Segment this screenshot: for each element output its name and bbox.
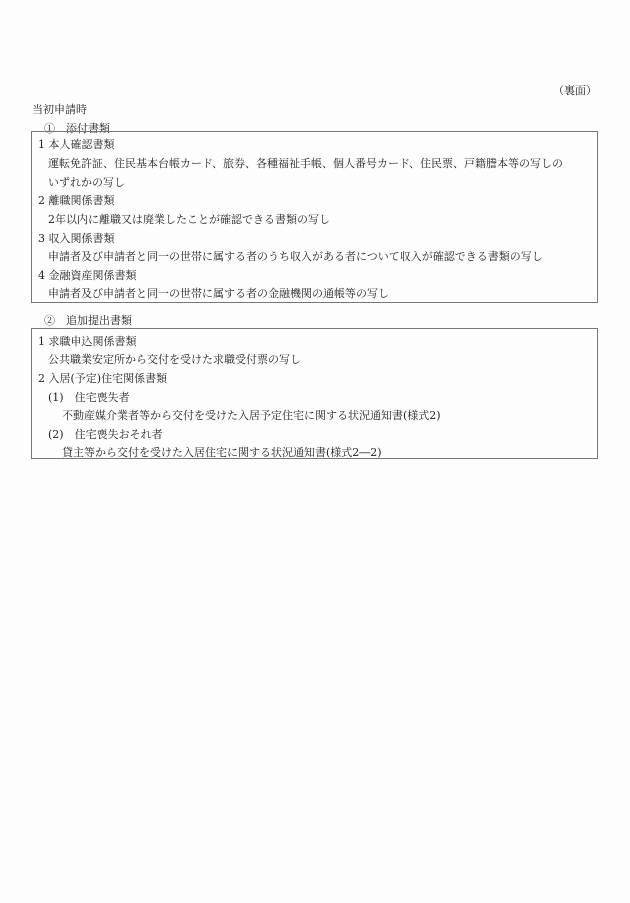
sub2-title: (2) 住宅喪失おそれ者 (48, 428, 163, 441)
add-item1-line1: 公共職業安定所から交付を受けた求職受付票の写し (48, 353, 301, 366)
item1-title: 1 本人確認書類 (38, 138, 115, 151)
item1-line1: 運転免許証、住民基本台帳カード、旅券、各種福祉手帳、個人番号カード、住民票、戸籍謄本等の写しの (48, 157, 564, 170)
item2-line1: 2年以内に離職又は廃業したことが確認できる書類の写し (48, 213, 330, 226)
attached-documents-box (31, 131, 598, 303)
item4-title: 4 金融資産関係書類 (38, 269, 137, 282)
page-side-label: （裏面） (553, 84, 597, 97)
additional-documents-box (31, 328, 598, 459)
section2-title: ② 追加提出書類 (44, 314, 132, 327)
item2-title: 2 離職関係書類 (38, 194, 115, 207)
add-item2-title: 2 入居(予定)住宅関係書類 (38, 372, 168, 385)
sub1-line: 不動産媒介業者等から交付を受けた入居予定住宅に関する状況通知書(様式2) (62, 409, 441, 422)
sub2-line: 貸主等から交付を受けた入居住宅に関する状況通知書(様式2―2) (62, 446, 382, 459)
sub1-title: (1) 住宅喪失者 (48, 391, 130, 404)
item1-line2: いずれかの写し (48, 176, 125, 189)
heading: 当初申請時 (32, 103, 87, 116)
item3-line1: 申請者及び申請者と同一の世帯に属する者のうち収入がある者について収入が確認できる書類の写し (48, 250, 543, 263)
item3-title: 3 収入関係書類 (38, 232, 115, 245)
add-item1-title: 1 求職申込関係書類 (38, 335, 137, 348)
item4-line1: 申請者及び申請者と同一の世帯に属する者の金融機関の通帳等の写し (48, 287, 389, 300)
section1-title: ① 添付書類 (44, 122, 110, 135)
